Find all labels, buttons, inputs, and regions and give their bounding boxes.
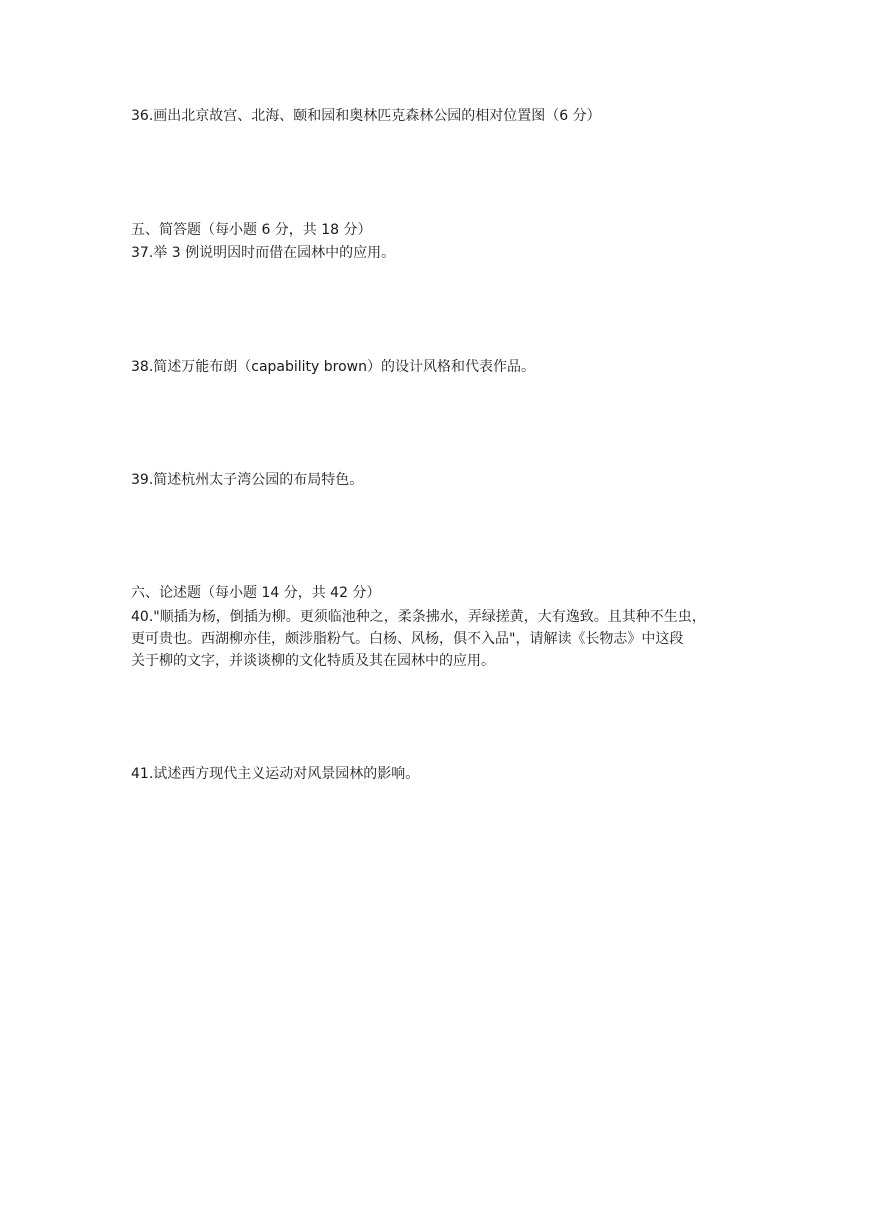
question-41: 41.试述西方现代主义运动对风景园林的影响。	[131, 766, 420, 782]
section-6-heading: 六、论述题（每小题 14 分，共 42 分）	[131, 585, 381, 601]
question-40-line-3: 关于柳的文字，并谈谈柳的文化特质及其在园林中的应用。	[131, 653, 495, 669]
question-40-line-1: 40."顺插为杨，倒插为柳。更须临池种之，柔条拂水，弄绿搓黄，大有逸致。且其种不生虫，	[131, 609, 706, 625]
question-37: 37.举 3 例说明因时而借在园林中的应用。	[131, 245, 396, 261]
question-36: 36.画出北京故宫、北海、颐和园和奥林匹克森林公园的相对位置图（6 分）	[131, 108, 601, 124]
question-40-line-2: 更可贵也。西湖柳亦佳，颇涉脂粉气。白杨、风杨，俱不入品"，请解读《长物志》中这段	[131, 631, 684, 647]
question-40	[131, 606, 751, 672]
question-39: 39.简述杭州太子湾公园的布局特色。	[131, 472, 364, 488]
question-38: 38.简述万能布朗（capability brown）的设计风格和代表作品。	[131, 359, 536, 375]
section-5-heading: 五、简答题（每小题 6 分，共 18 分）	[131, 222, 372, 238]
